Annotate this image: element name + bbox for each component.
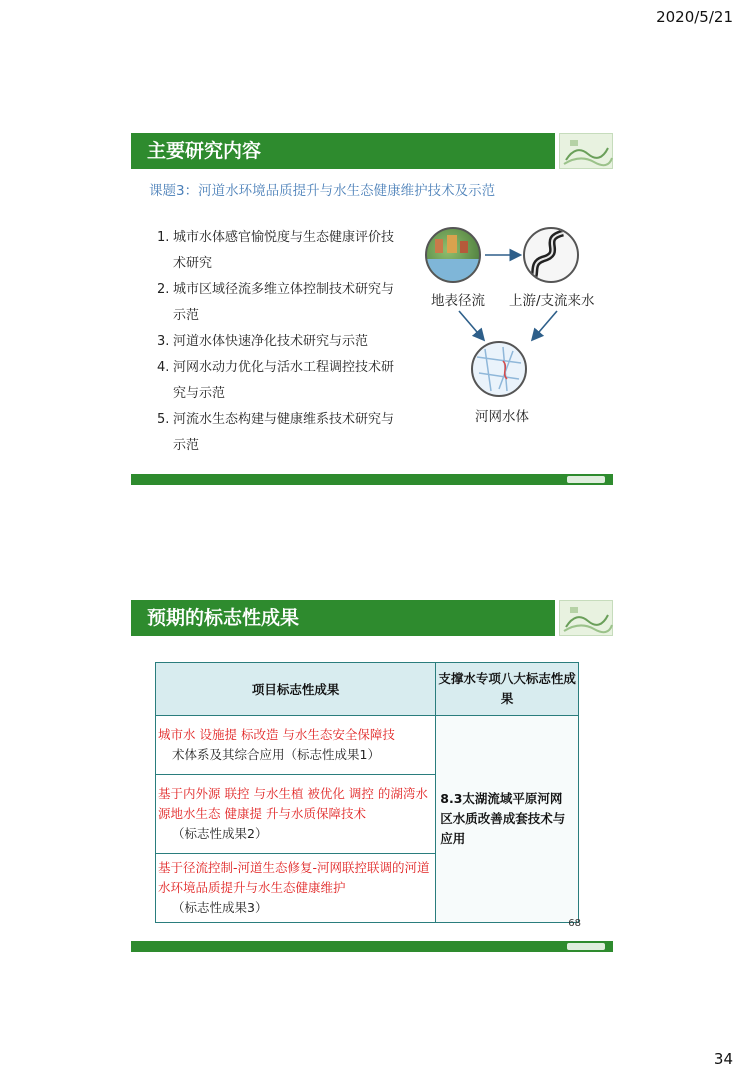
table-header-cell: 项目标志性成果 — [156, 663, 436, 716]
list-item: 5. 河流水生态构建与健康维系技术研究与示范 — [157, 412, 395, 453]
slide-logo-image — [559, 600, 613, 636]
outcomes-table — [155, 662, 579, 923]
table-cell: 基于内外源 联控 与水生植 被优化 调控 的湖湾水源地水生态 健康提 升与水质保障技术 （标志性成果2） — [156, 775, 436, 854]
slide-subtitle: 课题3：河道水环境品质提升与水生态健康维护技术及示范 — [149, 183, 496, 199]
slide-expected-outcomes — [131, 600, 613, 952]
research-items-list — [157, 225, 397, 459]
list-item: 1. 城市水体感官愉悦度与生态健康评价技术研究 — [157, 230, 395, 271]
slide-page-number: 68 — [568, 918, 581, 929]
river-network-label: 河网水体 — [475, 409, 529, 425]
table-row — [156, 716, 579, 775]
surface-runoff-label: 地表径流 — [431, 293, 485, 309]
list-item: 2. 城市区域径流多维立体控制技术研究与示范 — [157, 282, 395, 323]
table-merged-cell: 8.3太湖流域平原河网区水质改善成套技术与应用 — [436, 716, 579, 923]
list-item: 4. 河网水动力优化与活水工程调控技术研究与示范 — [157, 360, 395, 401]
slide-logo-image — [559, 133, 613, 169]
table-header-cell: 支撑水专项八大标志性成果 — [436, 663, 579, 716]
table-cell: 城市水 设施提 标改造 与水生态安全保障技 术体系及其综合应用（标志性成果1） — [156, 716, 436, 775]
slide-footer-bar — [131, 474, 613, 485]
page-number: 34 — [713, 1050, 733, 1068]
date-header: 2020/5/21 — [656, 8, 733, 26]
slide-title: 预期的标志性成果 — [131, 600, 555, 636]
table-cell: 基于径流控制-河道生态修复-河网联控联调的河道水环境品质提升与水生态健康维护 （标志性成果3） — [156, 854, 436, 923]
slide-title: 主要研究内容 — [131, 133, 555, 169]
footer-logo-image — [567, 943, 605, 950]
water-source-diagram — [415, 219, 615, 439]
slide-research-content — [131, 133, 613, 485]
upstream-inflow-label: 上游/支流来水 — [509, 293, 595, 309]
list-item: 3. 河道水体快速净化技术研究与示范 — [157, 334, 369, 349]
table-header-row — [156, 663, 579, 716]
footer-logo-image — [567, 476, 605, 483]
slide-footer-bar — [131, 941, 613, 952]
